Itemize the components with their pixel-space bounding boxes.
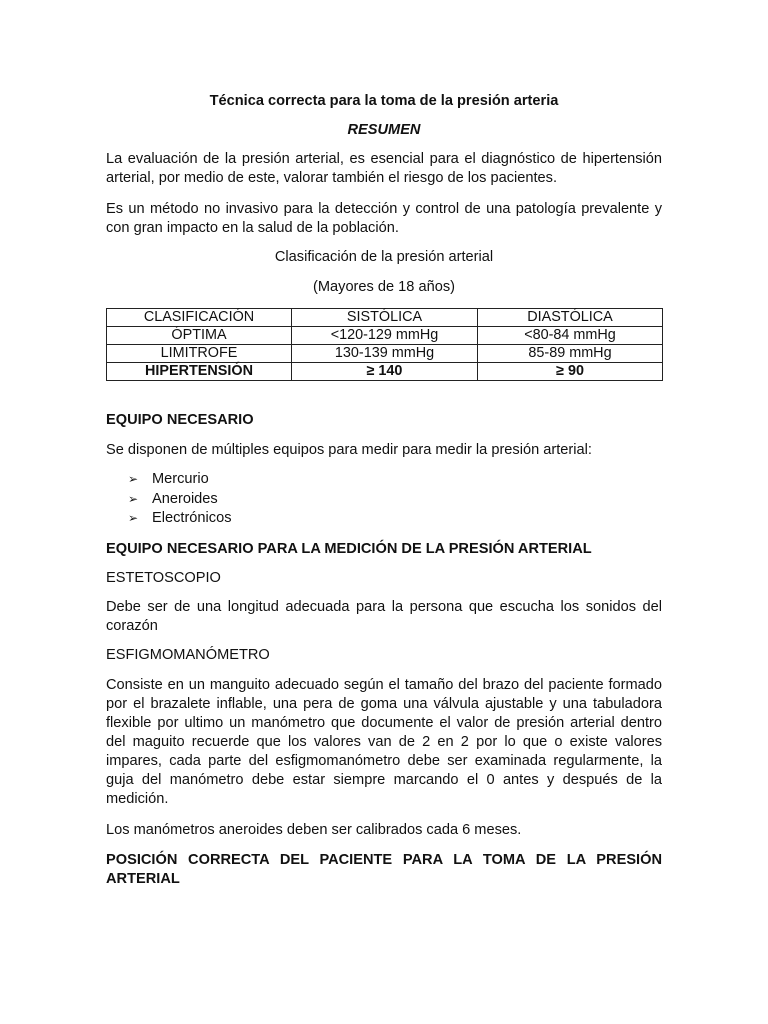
paragraph-metodo: Es un método no invasivo para la detección y control de una patología prevalente y con gran impacto en la salud de la población.	[106, 201, 662, 236]
label-esfigmomanometro: ESFIGMOMANÓMETRO	[106, 647, 270, 663]
table-row	[107, 363, 663, 381]
equipo-list	[128, 470, 232, 529]
list-item-label: Aneroides	[152, 490, 218, 507]
arrow-bullet-icon: ➢	[128, 511, 139, 525]
list-item-label: Mercurio	[152, 471, 209, 487]
list-item	[128, 490, 232, 510]
paragraph-estetoscopio: Debe ser de una longitud adecuada para la persona que escucha los sonidos del corazón	[106, 599, 662, 634]
table-header-cell: DIASTÓLICA	[478, 309, 663, 327]
document-subtitle: RESUMEN	[347, 122, 421, 138]
heading-equipo-necesario: EQUIPO NECESARIO	[106, 412, 254, 428]
table-cell: <120-129 mmHg	[292, 327, 478, 345]
arrow-bullet-icon: ➢	[128, 491, 139, 506]
arrow-bullet-icon: ➢	[128, 472, 139, 486]
table-subcaption: (Mayores de 18 años)	[313, 279, 455, 295]
heading-posicion-paciente: POSICIÓN CORRECTA DEL PACIENTE PARA LA TOMA DE LA PRESIÓN ARTERIAL	[106, 852, 662, 887]
table-cell: <80-84 mmHg	[478, 327, 663, 345]
paragraph-calibracion: Los manómetros aneroides deben ser calibrados cada 6 meses.	[106, 822, 522, 838]
table-cell: 130-139 mmHg	[292, 345, 478, 363]
list-item	[128, 470, 232, 490]
table-cell: HIPERTENSIÓN	[107, 363, 292, 381]
table-cell: LIMITROFE	[107, 345, 292, 363]
label-estetoscopio: ESTETOSCOPIO	[106, 570, 221, 586]
table-cell: ≥ 90	[478, 363, 663, 381]
table-header-row	[107, 309, 663, 327]
heading-equipo-medicion: EQUIPO NECESARIO PARA LA MEDICIÓN DE LA PRESIÓN ARTERIAL	[106, 541, 592, 557]
table-row	[107, 345, 663, 363]
table-cell: ÓPTIMA	[107, 327, 292, 345]
list-item-label: Electrónicos	[152, 510, 232, 526]
document-title: Técnica correcta para la toma de la presión arteria	[209, 93, 559, 109]
table-row	[107, 327, 663, 345]
paragraph-equipo-intro: Se disponen de múltiples equipos para medir para medir la presión arterial:	[106, 442, 592, 458]
table-caption: Clasificación de la presión arterial	[274, 249, 494, 265]
classification-table	[106, 308, 663, 381]
table-header-cell: SISTÓLICA	[292, 309, 478, 327]
paragraph-esfigmomanometro: Consiste en un manguito adecuado según el tamaño del brazo del paciente formado por el brazalete inflable, una pera de goma una válvula ajustable y una tabuladora flexible por ultimo un manómetro que documente el valor de presión arterial dentro del maguito recuerde que los valores van de 2 en 2 por lo que o existe valores impares, cada parte del esfigmomanómetro debe ser examinada regularmente, la guja del manómetro debe estar siempre marcando el 0 antes y después de la medición.	[106, 677, 662, 807]
table-cell: ≥ 140	[292, 363, 478, 381]
table-cell: 85-89 mmHg	[478, 345, 663, 363]
paragraph-evaluacion: La evaluación de la presión arterial, es esencial para el diagnóstico de hipertensión arterial, por medio de este, valorar también el riesgo de los pacientes.	[106, 151, 662, 186]
list-item	[128, 509, 232, 529]
table-header-cell: CLASIFICACIÓN	[107, 309, 292, 327]
